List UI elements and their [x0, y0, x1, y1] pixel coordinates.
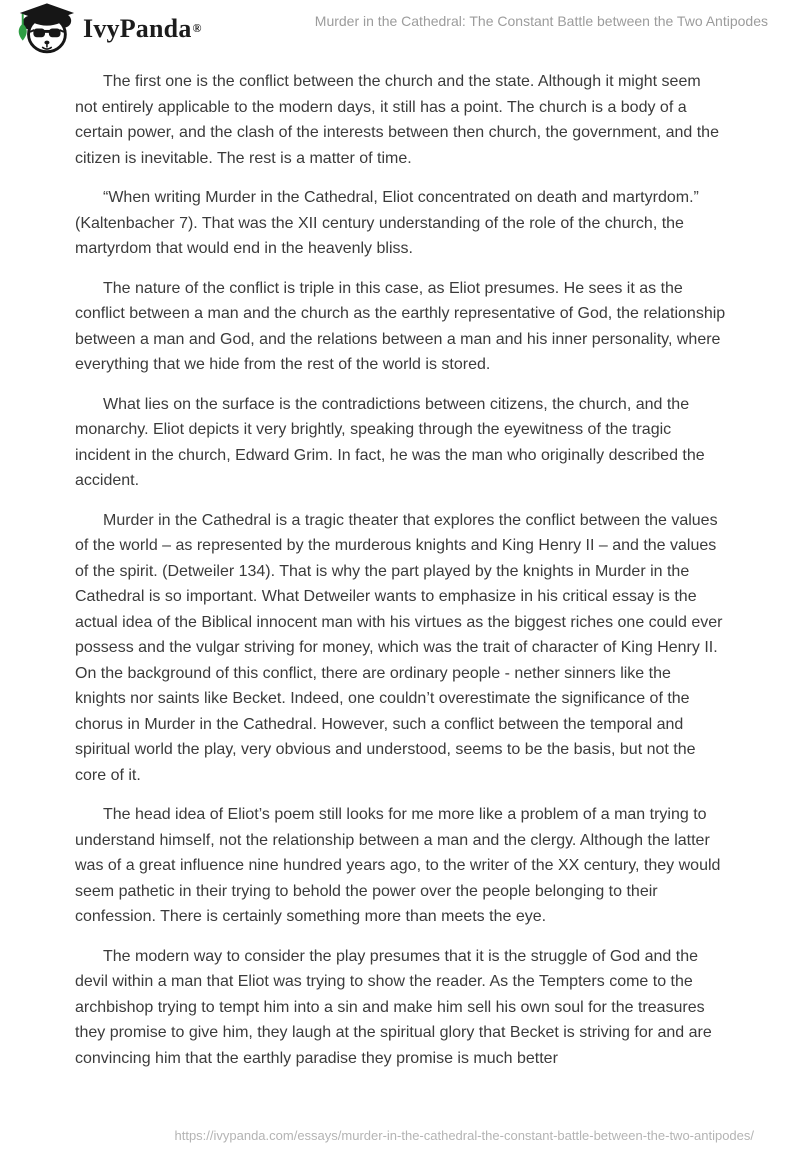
brand-logo — [14, 2, 202, 55]
panda-graduate-icon — [14, 2, 76, 55]
essay-paragraph: What lies on the surface is the contradictions between citizens, the church, and the monarchy. Eliot depicts it very brightly, speaking through the eyewitness of the tragic incident in the church, Edward Grim. In fact, he was the man who originally described the accident. — [75, 395, 705, 489]
essay-paragraph: The modern way to consider the play presumes that it is the struggle of God and the devil within a man that Eliot was trying to show the reader. As the Tempters come to the archbishop trying to tempt him into a sin and make him sell his own soul for the treasures they promise to give him, they laugh at the spiritual glory that Becket is striving for and are convincing him that the earthly paradise they promise is much better — [75, 947, 712, 1067]
essay-paragraph: The head idea of Eliot’s poem still looks for me more like a problem of a man trying to understand himself, not the relationship between a man and the clergy. Although the latter was of a great influence nine hundred years ago, to the writer of the XX century, they would seem pathetic in their trying to behold the power over the people belonging to their confession. There is certainly something more than meets the eye. — [75, 806, 721, 925]
essay-paragraph: The first one is the conflict between the church and the state. Although it might seem not entirely applicable to the modern days, it still has a point. The church is a body of a certain power, and the clash of the interests between then church, the government, and the citizen is inevitable. The rest is a matter of time. — [75, 73, 719, 167]
essay-paragraph: The nature of the conflict is triple in this case, as Eliot presumes. He sees it as the conflict between a man and the church as the earthly representative of God, the relationship between a man and God, and the relations between a man and his inner personality, where everything that we hide from the rest of the world is stored. — [75, 279, 726, 373]
brand-name: IvyPanda — [83, 13, 192, 43]
document-title: Murder in the Cathedral: The Constant Battle between the Two Antipodes — [314, 13, 768, 29]
essay-body — [75, 69, 726, 1085]
registered-trademark-symbol: ® — [192, 21, 202, 35]
essay-paragraph: Murder in the Cathedral is a tragic theater that explores the conflict between the values of the world – as represented by the murderous knights and King Henry II – and the values of the spirit. (Detweiler 134). That is why the part played by the knights in Murder in the Cathedral is so important. What Detweiler wants to emphasize in his critical essay is the actual idea of the Biblical innocent man with his virtues as the biggest riches one could ever possess and the vulgar striving for money, which was the trait of character of King Henry II. On the background of this conflict, there are ordinary people - nether sinners like the knights nor saints like Becket. Indeed, one couldn’t overestimate the significance of the chorus in Murder in the Cathedral. However, such a conflict between the temporal and spiritual world the play, very obvious and understood, seems to be the basis, but not the core of it. — [75, 511, 723, 784]
essay-paragraph: “When writing Murder in the Cathedral, Eliot concentrated on death and martyrdom.” (Kaltenbacher 7). That was the XII century understanding of the role of the church, the martyrdom that would end in the heavenly bliss. — [75, 189, 699, 257]
source-url: https://ivypanda.com/essays/murder-in-the-cathedral-the-constant-battle-between-the-two-antipodes/ — [174, 1128, 754, 1143]
